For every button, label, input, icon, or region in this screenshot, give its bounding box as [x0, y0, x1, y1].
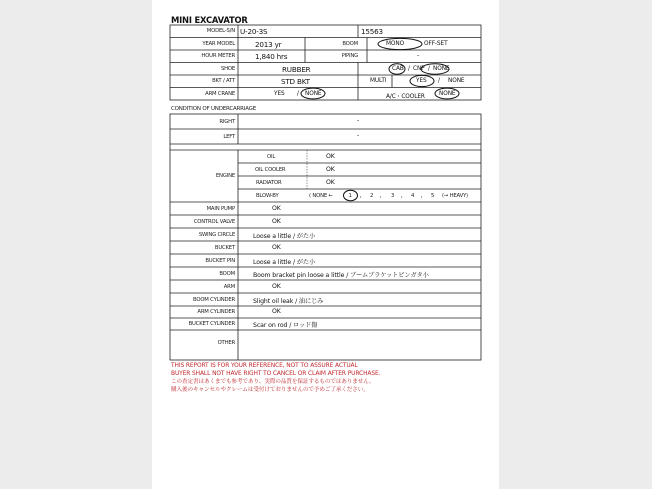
swing-circle-label: SWING CIRCLE — [198, 231, 235, 238]
shoe-label: SHOE — [220, 65, 235, 72]
undercarriage-right-label: RIGHT — [219, 118, 235, 125]
shoe-value: RUBBER — [282, 64, 311, 74]
inspection-sheet — [152, 0, 499, 489]
main-pump-label: MAIN PUMP — [206, 205, 235, 212]
arm-crane-label: ARM CRANE — [205, 90, 235, 97]
boom-inspection-value: Boom bracket pin loose a little / ブームブラケットピンガタ小 — [253, 271, 429, 279]
disclaimer-line-2: BUYER SHALL NOT HAVE RIGHT TO CANCEL OR CLAIM AFTER PURCHASE. — [171, 371, 381, 377]
ac-cooler-none: NONE — [439, 90, 456, 97]
hour-meter-value: 1,840 hrs — [255, 52, 288, 61]
arm-crane-none: NONE — [305, 90, 322, 97]
swing-circle-value: Loose a little / がた小 — [253, 232, 316, 240]
model-sn-label: MODEL-S/N — [206, 28, 235, 34]
arm-label: ARM — [223, 283, 235, 290]
boom-option-mono: MONO — [386, 40, 405, 47]
undercarriage-left-label: LEFT — [223, 133, 235, 140]
cab-none-option: NONE — [433, 65, 450, 72]
undercarriage-left-value: - — [357, 132, 360, 139]
blow-by-scale-end: (→ HEAVY) — [442, 193, 468, 199]
control-valve-value: OK — [272, 217, 281, 225]
cab-option: CAB — [392, 65, 404, 72]
undercarriage-heading: CONDITION OF UNDERCARRIAGE — [171, 106, 257, 112]
cnp-option: CNP — [413, 65, 425, 72]
bkt-att-label: BKT / ATT — [212, 78, 235, 84]
blow-by-level-1: 1 — [348, 193, 352, 199]
oil-cooler-value: OK — [326, 166, 335, 173]
other-label: OTHER — [217, 340, 235, 346]
arm-crane-yes: YES — [274, 90, 285, 97]
serial-value: 15563 — [361, 27, 383, 36]
blow-by-dot-3: ・ — [399, 195, 405, 201]
piping-label: PIPING — [341, 53, 358, 59]
multi-separator: / — [438, 78, 440, 84]
bucket-pin-label: BUCKET PIN — [205, 257, 235, 264]
bucket-cylinder-value: Scar on rod / ロッド傷 — [253, 321, 318, 329]
bucket-label: BUCKET — [214, 244, 235, 251]
multi-yes: YES — [416, 78, 427, 84]
bucket-pin-value: Loose a little / がた小 — [253, 258, 316, 266]
boom-cylinder-value: Slight oil leak / 油にじみ — [253, 297, 324, 305]
boom-option-offset: OFF-SET — [424, 40, 448, 47]
arm-crane-separator: / — [297, 90, 299, 97]
year-model-label: YEAR MODEL — [202, 40, 235, 47]
blow-by-dot-4: ・ — [419, 195, 425, 201]
bkt-att-value: STD BKT — [281, 77, 310, 86]
blow-by-level-2: 2 — [370, 193, 374, 199]
boom-label: BOOM — [342, 40, 358, 47]
bucket-value: OK — [272, 243, 281, 251]
blow-by-level-5: 5 — [431, 193, 435, 199]
ac-cooler-label: A/C・COOLER — [386, 93, 425, 100]
multi-label: MULTI — [370, 78, 387, 84]
bucket-cylinder-label: BUCKET CYLINDER — [188, 320, 235, 327]
disclaimer-line-4: 購入後のキャンセルやクレームは受付けておりませんので予めご了承ください。 — [171, 387, 369, 393]
radiator-value: OK — [326, 179, 335, 186]
boom-cylinder-label: BOOM CYLINDER — [193, 296, 235, 303]
arm-cylinder-value: OK — [272, 307, 281, 315]
multi-none: NONE — [448, 78, 465, 84]
disclaimer-line-1: THIS REPORT IS FOR YOUR REFERENCE, NOT TO ASSURE ACTUAL — [171, 363, 358, 369]
blow-by-dot-1: ・ — [358, 195, 364, 201]
cab-separator-1: / — [408, 65, 410, 72]
report-title: MINI EXCAVATOR — [171, 15, 248, 25]
main-pump-value: OK — [272, 204, 281, 212]
blow-by-label: BLOW-BY — [256, 193, 279, 199]
engine-label: ENGINE — [215, 173, 235, 179]
radiator-label: RADIATOR — [256, 180, 282, 186]
undercarriage-right-value: - — [357, 117, 360, 124]
hour-meter-label: HOUR METER — [201, 53, 235, 59]
arm-cylinder-label: ARM CYLINDER — [197, 308, 235, 315]
cab-separator-2: / — [428, 65, 430, 72]
engine-oil-value: OK — [326, 153, 335, 160]
blow-by-level-4: 4 — [411, 193, 415, 199]
piping-value: - — [417, 52, 420, 59]
year-model-value: 2013 yr — [255, 39, 282, 49]
blow-by-level-3: 3 — [391, 193, 395, 199]
table-grid — [152, 0, 499, 489]
oil-cooler-label: OIL COOLER — [255, 167, 286, 173]
disclaimer-line-3: この査定書はあくまでも参考であり、実際の品質を保証するものではありません。 — [171, 379, 375, 385]
model-value: U-20-3S — [240, 27, 268, 36]
blow-by-scale-start: ( NONE ← — [309, 193, 333, 199]
arm-value: OK — [272, 282, 281, 290]
control-valve-label: CONTROL VALVE — [193, 218, 235, 225]
engine-oil-label: OIL — [267, 154, 276, 160]
blow-by-dot-2: ・ — [378, 195, 384, 201]
boom-inspection-label: BOOM — [219, 270, 235, 277]
